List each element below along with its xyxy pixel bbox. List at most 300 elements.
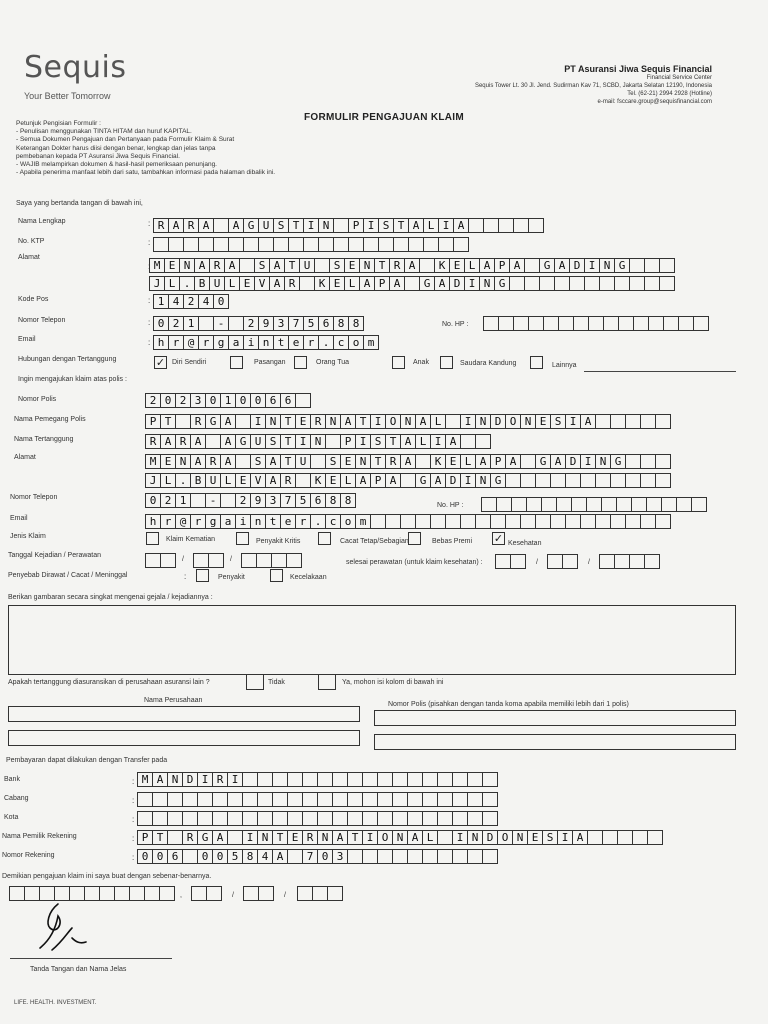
char-box[interactable]: 0: [160, 393, 176, 408]
char-box[interactable]: [610, 414, 626, 429]
char-box[interactable]: [629, 276, 645, 291]
char-box[interactable]: P: [370, 473, 386, 488]
char-box[interactable]: 6: [318, 316, 334, 331]
checkbox-kecelakaan[interactable]: [270, 569, 283, 582]
char-box[interactable]: [198, 237, 214, 252]
char-box[interactable]: A: [479, 258, 495, 273]
char-box[interactable]: 1: [183, 316, 199, 331]
char-box[interactable]: [370, 514, 386, 529]
char-box[interactable]: [362, 849, 378, 864]
char-box[interactable]: [505, 514, 521, 529]
char-box[interactable]: A: [220, 414, 236, 429]
char-box[interactable]: S: [550, 414, 566, 429]
field-polis-lain-2[interactable]: [374, 734, 736, 750]
char-box[interactable]: [482, 849, 498, 864]
field-hp-polis[interactable]: [482, 497, 707, 512]
char-box[interactable]: K: [314, 276, 330, 291]
char-box[interactable]: [565, 473, 581, 488]
char-box[interactable]: E: [535, 414, 551, 429]
char-box[interactable]: 0: [153, 316, 169, 331]
char-box[interactable]: 0: [152, 849, 168, 864]
checkbox-saudara-kandung[interactable]: [440, 356, 453, 369]
char-box[interactable]: [554, 276, 570, 291]
char-box[interactable]: [227, 792, 243, 807]
char-box[interactable]: I: [580, 454, 596, 469]
char-box[interactable]: L: [220, 473, 236, 488]
char-box[interactable]: D: [569, 258, 585, 273]
field-alamat-2[interactable]: [150, 276, 675, 291]
char-box[interactable]: [241, 553, 257, 568]
char-box[interactable]: 8: [333, 316, 349, 331]
char-box[interactable]: [430, 514, 446, 529]
char-box[interactable]: [385, 514, 401, 529]
char-box[interactable]: [691, 497, 707, 512]
char-box[interactable]: N: [520, 414, 536, 429]
field-tertanggung[interactable]: [146, 434, 491, 449]
char-box[interactable]: [467, 792, 483, 807]
char-box[interactable]: [601, 497, 617, 512]
char-box[interactable]: 3: [273, 316, 289, 331]
char-box[interactable]: P: [374, 276, 390, 291]
char-box[interactable]: [541, 497, 557, 512]
char-box[interactable]: [333, 237, 349, 252]
char-box[interactable]: I: [362, 830, 378, 845]
char-box[interactable]: 0: [197, 849, 213, 864]
char-box[interactable]: 3: [190, 393, 206, 408]
char-box[interactable]: E: [325, 473, 341, 488]
char-box[interactable]: G: [614, 258, 630, 273]
char-box[interactable]: [377, 772, 393, 787]
char-box[interactable]: S: [273, 218, 289, 233]
char-box[interactable]: .: [310, 514, 326, 529]
char-box[interactable]: G: [539, 258, 555, 273]
char-box[interactable]: T: [284, 258, 300, 273]
char-box[interactable]: T: [393, 218, 409, 233]
char-box[interactable]: [310, 454, 326, 469]
char-box[interactable]: B: [194, 276, 210, 291]
char-box[interactable]: 3: [332, 849, 348, 864]
field-tanggal-yy[interactable]: [242, 553, 302, 568]
char-box[interactable]: [437, 811, 453, 826]
char-box[interactable]: [197, 811, 213, 826]
char-box[interactable]: [467, 772, 483, 787]
char-box[interactable]: U: [295, 454, 311, 469]
char-box[interactable]: [288, 237, 304, 252]
char-box[interactable]: [312, 886, 328, 901]
char-box[interactable]: [640, 454, 656, 469]
char-box[interactable]: A: [198, 218, 214, 233]
char-box[interactable]: E: [329, 276, 345, 291]
char-box[interactable]: R: [145, 434, 161, 449]
char-box[interactable]: [580, 473, 596, 488]
char-box[interactable]: I: [460, 414, 476, 429]
char-box[interactable]: [256, 553, 272, 568]
char-box[interactable]: [633, 316, 649, 331]
char-box[interactable]: A: [220, 434, 236, 449]
char-box[interactable]: 5: [295, 493, 311, 508]
char-box[interactable]: [524, 276, 540, 291]
char-box[interactable]: L: [460, 454, 476, 469]
char-box[interactable]: [206, 886, 222, 901]
char-box[interactable]: [287, 811, 303, 826]
char-box[interactable]: 6: [167, 849, 183, 864]
field-selesai-dd[interactable]: [496, 554, 526, 569]
char-box[interactable]: [550, 514, 566, 529]
char-box[interactable]: [468, 218, 484, 233]
char-box[interactable]: .: [179, 276, 195, 291]
field-kodepos[interactable]: [154, 294, 229, 309]
char-box[interactable]: 8: [242, 849, 258, 864]
char-box[interactable]: D: [445, 473, 461, 488]
char-box[interactable]: [437, 830, 453, 845]
char-box[interactable]: [625, 454, 641, 469]
char-box[interactable]: T: [385, 434, 401, 449]
char-box[interactable]: T: [347, 830, 363, 845]
char-box[interactable]: L: [422, 830, 438, 845]
field-pemilik[interactable]: [138, 830, 663, 845]
char-box[interactable]: [213, 237, 229, 252]
char-box[interactable]: S: [329, 258, 345, 273]
char-box[interactable]: [539, 276, 555, 291]
lainnya-line[interactable]: [584, 371, 736, 372]
char-box[interactable]: [295, 393, 311, 408]
char-box[interactable]: [314, 258, 330, 273]
char-box[interactable]: A: [269, 276, 285, 291]
char-box[interactable]: 5: [303, 316, 319, 331]
char-box[interactable]: N: [318, 218, 334, 233]
char-box[interactable]: N: [310, 434, 326, 449]
char-box[interactable]: R: [153, 218, 169, 233]
char-box[interactable]: V: [254, 276, 270, 291]
char-box[interactable]: I: [557, 830, 573, 845]
char-box[interactable]: n: [258, 335, 274, 350]
char-box[interactable]: [243, 886, 259, 901]
char-box[interactable]: [400, 473, 416, 488]
char-box[interactable]: [167, 811, 183, 826]
char-box[interactable]: T: [272, 830, 288, 845]
char-box[interactable]: [362, 792, 378, 807]
char-box[interactable]: A: [445, 434, 461, 449]
char-box[interactable]: [348, 237, 364, 252]
char-box[interactable]: A: [272, 849, 288, 864]
char-box[interactable]: [625, 414, 641, 429]
char-box[interactable]: [644, 276, 660, 291]
char-box[interactable]: [467, 811, 483, 826]
char-box[interactable]: [535, 473, 551, 488]
char-box[interactable]: -: [205, 493, 221, 508]
checkbox-cacat-tetap[interactable]: [318, 532, 331, 545]
char-box[interactable]: N: [475, 414, 491, 429]
char-box[interactable]: A: [269, 258, 285, 273]
char-box[interactable]: r: [168, 335, 184, 350]
char-box[interactable]: [302, 772, 318, 787]
char-box[interactable]: [272, 792, 288, 807]
char-box[interactable]: G: [494, 276, 510, 291]
char-box[interactable]: N: [359, 258, 375, 273]
field-cabang[interactable]: [138, 792, 498, 807]
char-box[interactable]: N: [392, 830, 408, 845]
char-box[interactable]: [378, 237, 394, 252]
char-box[interactable]: [603, 316, 619, 331]
char-box[interactable]: [137, 811, 153, 826]
char-box[interactable]: g: [213, 335, 229, 350]
char-box[interactable]: 6: [310, 493, 326, 508]
char-box[interactable]: O: [497, 830, 513, 845]
char-box[interactable]: B: [190, 473, 206, 488]
char-box[interactable]: e: [288, 335, 304, 350]
char-box[interactable]: [655, 514, 671, 529]
char-box[interactable]: [490, 514, 506, 529]
char-box[interactable]: [571, 497, 587, 512]
char-box[interactable]: P: [494, 258, 510, 273]
char-box[interactable]: D: [565, 454, 581, 469]
char-box[interactable]: [511, 497, 527, 512]
char-box[interactable]: I: [430, 434, 446, 449]
char-box[interactable]: S: [265, 434, 281, 449]
char-box[interactable]: N: [355, 454, 371, 469]
char-box[interactable]: [550, 473, 566, 488]
char-box[interactable]: [392, 792, 408, 807]
char-box[interactable]: [483, 218, 499, 233]
char-box[interactable]: I: [363, 218, 379, 233]
checkbox-penyakit-kritis[interactable]: [236, 532, 249, 545]
char-box[interactable]: I: [460, 473, 476, 488]
char-box[interactable]: N: [325, 414, 341, 429]
char-box[interactable]: [415, 514, 431, 529]
checkbox-klaim-kematian[interactable]: [146, 532, 159, 545]
char-box[interactable]: [640, 473, 656, 488]
char-box[interactable]: 0: [250, 393, 266, 408]
char-box[interactable]: [661, 497, 677, 512]
char-box[interactable]: E: [164, 258, 180, 273]
char-box[interactable]: N: [257, 830, 273, 845]
char-box[interactable]: [481, 497, 497, 512]
char-box[interactable]: U: [209, 276, 225, 291]
char-box[interactable]: r: [190, 514, 206, 529]
char-box[interactable]: [114, 886, 130, 901]
char-box[interactable]: [644, 554, 660, 569]
char-box[interactable]: [190, 493, 206, 508]
char-box[interactable]: G: [419, 276, 435, 291]
char-box[interactable]: [332, 772, 348, 787]
char-box[interactable]: I: [355, 434, 371, 449]
checkbox-orang-tua[interactable]: [294, 356, 307, 369]
char-box[interactable]: A: [190, 454, 206, 469]
char-box[interactable]: 1: [175, 493, 191, 508]
char-box[interactable]: [347, 772, 363, 787]
char-box[interactable]: e: [280, 514, 296, 529]
char-box[interactable]: 9: [258, 316, 274, 331]
char-box[interactable]: A: [332, 830, 348, 845]
char-box[interactable]: [160, 553, 176, 568]
char-box[interactable]: [663, 316, 679, 331]
field-pemegang[interactable]: [146, 414, 671, 429]
char-box[interactable]: @: [183, 335, 199, 350]
char-box[interactable]: [408, 237, 424, 252]
char-box[interactable]: G: [610, 454, 626, 469]
char-box[interactable]: [610, 473, 626, 488]
char-box[interactable]: A: [505, 454, 521, 469]
char-box[interactable]: [333, 218, 349, 233]
char-box[interactable]: N: [167, 772, 183, 787]
char-box[interactable]: [520, 473, 536, 488]
char-box[interactable]: [475, 514, 491, 529]
char-box[interactable]: [535, 514, 551, 529]
char-box[interactable]: [655, 414, 671, 429]
char-box[interactable]: D: [449, 276, 465, 291]
char-box[interactable]: [625, 473, 641, 488]
char-box[interactable]: [362, 811, 378, 826]
char-box[interactable]: T: [288, 218, 304, 233]
checkbox-kesehatan[interactable]: ✓: [493, 532, 504, 545]
char-box[interactable]: E: [160, 454, 176, 469]
char-box[interactable]: R: [389, 258, 405, 273]
char-box[interactable]: M: [145, 454, 161, 469]
char-box[interactable]: A: [475, 454, 491, 469]
char-box[interactable]: [646, 497, 662, 512]
char-box[interactable]: [625, 514, 641, 529]
char-box[interactable]: N: [599, 258, 615, 273]
char-box[interactable]: U: [250, 434, 266, 449]
char-box[interactable]: h: [153, 335, 169, 350]
char-box[interactable]: [659, 258, 675, 273]
char-box[interactable]: [588, 316, 604, 331]
char-box[interactable]: [586, 497, 602, 512]
char-box[interactable]: [693, 316, 709, 331]
field-polis-lain-1[interactable]: [374, 710, 736, 726]
char-box[interactable]: [347, 792, 363, 807]
checkbox-tidak[interactable]: [246, 674, 264, 690]
char-box[interactable]: A: [434, 276, 450, 291]
char-box[interactable]: [565, 514, 581, 529]
char-box[interactable]: [182, 792, 198, 807]
char-box[interactable]: [363, 237, 379, 252]
char-box[interactable]: [587, 830, 603, 845]
char-box[interactable]: .: [175, 473, 191, 488]
char-box[interactable]: -: [213, 316, 229, 331]
char-box[interactable]: [228, 237, 244, 252]
checkbox-diri-sendiri[interactable]: ✓: [155, 356, 166, 369]
char-box[interactable]: [496, 497, 512, 512]
char-box[interactable]: 8: [325, 493, 341, 508]
char-box[interactable]: [239, 258, 255, 273]
char-box[interactable]: [618, 316, 634, 331]
char-box[interactable]: N: [179, 258, 195, 273]
char-box[interactable]: G: [235, 434, 251, 449]
char-box[interactable]: [152, 811, 168, 826]
char-box[interactable]: [617, 830, 633, 845]
char-box[interactable]: [193, 553, 209, 568]
char-box[interactable]: [602, 830, 618, 845]
char-box[interactable]: [569, 276, 585, 291]
char-box[interactable]: N: [479, 276, 495, 291]
char-box[interactable]: A: [265, 454, 281, 469]
char-box[interactable]: S: [325, 454, 341, 469]
char-box[interactable]: h: [145, 514, 161, 529]
char-box[interactable]: [347, 849, 363, 864]
char-box[interactable]: A: [453, 218, 469, 233]
char-box[interactable]: D: [490, 414, 506, 429]
char-box[interactable]: [152, 792, 168, 807]
char-box[interactable]: [526, 497, 542, 512]
checkbox-ya[interactable]: [318, 674, 336, 690]
char-box[interactable]: [212, 792, 228, 807]
char-box[interactable]: A: [430, 473, 446, 488]
char-box[interactable]: T: [280, 434, 296, 449]
char-box[interactable]: g: [205, 514, 221, 529]
char-box[interactable]: [137, 792, 153, 807]
char-box[interactable]: R: [284, 276, 300, 291]
char-box[interactable]: c: [325, 514, 341, 529]
char-box[interactable]: I: [303, 218, 319, 233]
char-box[interactable]: 0: [212, 849, 228, 864]
char-box[interactable]: A: [265, 473, 281, 488]
char-box[interactable]: I: [227, 772, 243, 787]
char-box[interactable]: [482, 772, 498, 787]
char-box[interactable]: P: [137, 830, 153, 845]
char-box[interactable]: 4: [257, 849, 273, 864]
checkbox-penyakit[interactable]: [196, 569, 209, 582]
char-box[interactable]: [547, 554, 563, 569]
char-box[interactable]: A: [408, 218, 424, 233]
char-box[interactable]: P: [340, 434, 356, 449]
char-box[interactable]: A: [355, 473, 371, 488]
char-box[interactable]: A: [404, 258, 420, 273]
char-box[interactable]: [415, 454, 431, 469]
char-box[interactable]: A: [194, 258, 210, 273]
char-box[interactable]: [273, 237, 289, 252]
char-box[interactable]: t: [265, 514, 281, 529]
char-box[interactable]: D: [182, 772, 198, 787]
char-box[interactable]: a: [220, 514, 236, 529]
char-box[interactable]: [422, 849, 438, 864]
char-box[interactable]: S: [378, 218, 394, 233]
char-box[interactable]: [235, 414, 251, 429]
field-telepon[interactable]: [154, 316, 364, 331]
char-box[interactable]: [528, 218, 544, 233]
char-box[interactable]: [445, 514, 461, 529]
char-box[interactable]: [482, 792, 498, 807]
char-box[interactable]: [437, 849, 453, 864]
char-box[interactable]: @: [175, 514, 191, 529]
char-box[interactable]: I: [197, 772, 213, 787]
char-box[interactable]: [419, 258, 435, 273]
char-box[interactable]: A: [389, 276, 405, 291]
char-box[interactable]: [513, 316, 529, 331]
char-box[interactable]: n: [250, 514, 266, 529]
char-box[interactable]: [644, 258, 660, 273]
char-box[interactable]: [616, 497, 632, 512]
char-box[interactable]: A: [359, 276, 375, 291]
field-nama[interactable]: [154, 218, 544, 233]
char-box[interactable]: [520, 514, 536, 529]
field-ktp[interactable]: [154, 237, 469, 252]
char-box[interactable]: [407, 792, 423, 807]
char-box[interactable]: I: [438, 218, 454, 233]
char-box[interactable]: r: [160, 514, 176, 529]
char-box[interactable]: [325, 434, 341, 449]
field-telepon-polis[interactable]: [146, 493, 356, 508]
char-box[interactable]: A: [572, 830, 588, 845]
char-box[interactable]: E: [239, 276, 255, 291]
char-box[interactable]: [498, 218, 514, 233]
char-box[interactable]: L: [160, 473, 176, 488]
char-box[interactable]: [437, 772, 453, 787]
char-box[interactable]: R: [175, 434, 191, 449]
char-box[interactable]: [167, 792, 183, 807]
char-box[interactable]: V: [250, 473, 266, 488]
char-box[interactable]: [153, 237, 169, 252]
